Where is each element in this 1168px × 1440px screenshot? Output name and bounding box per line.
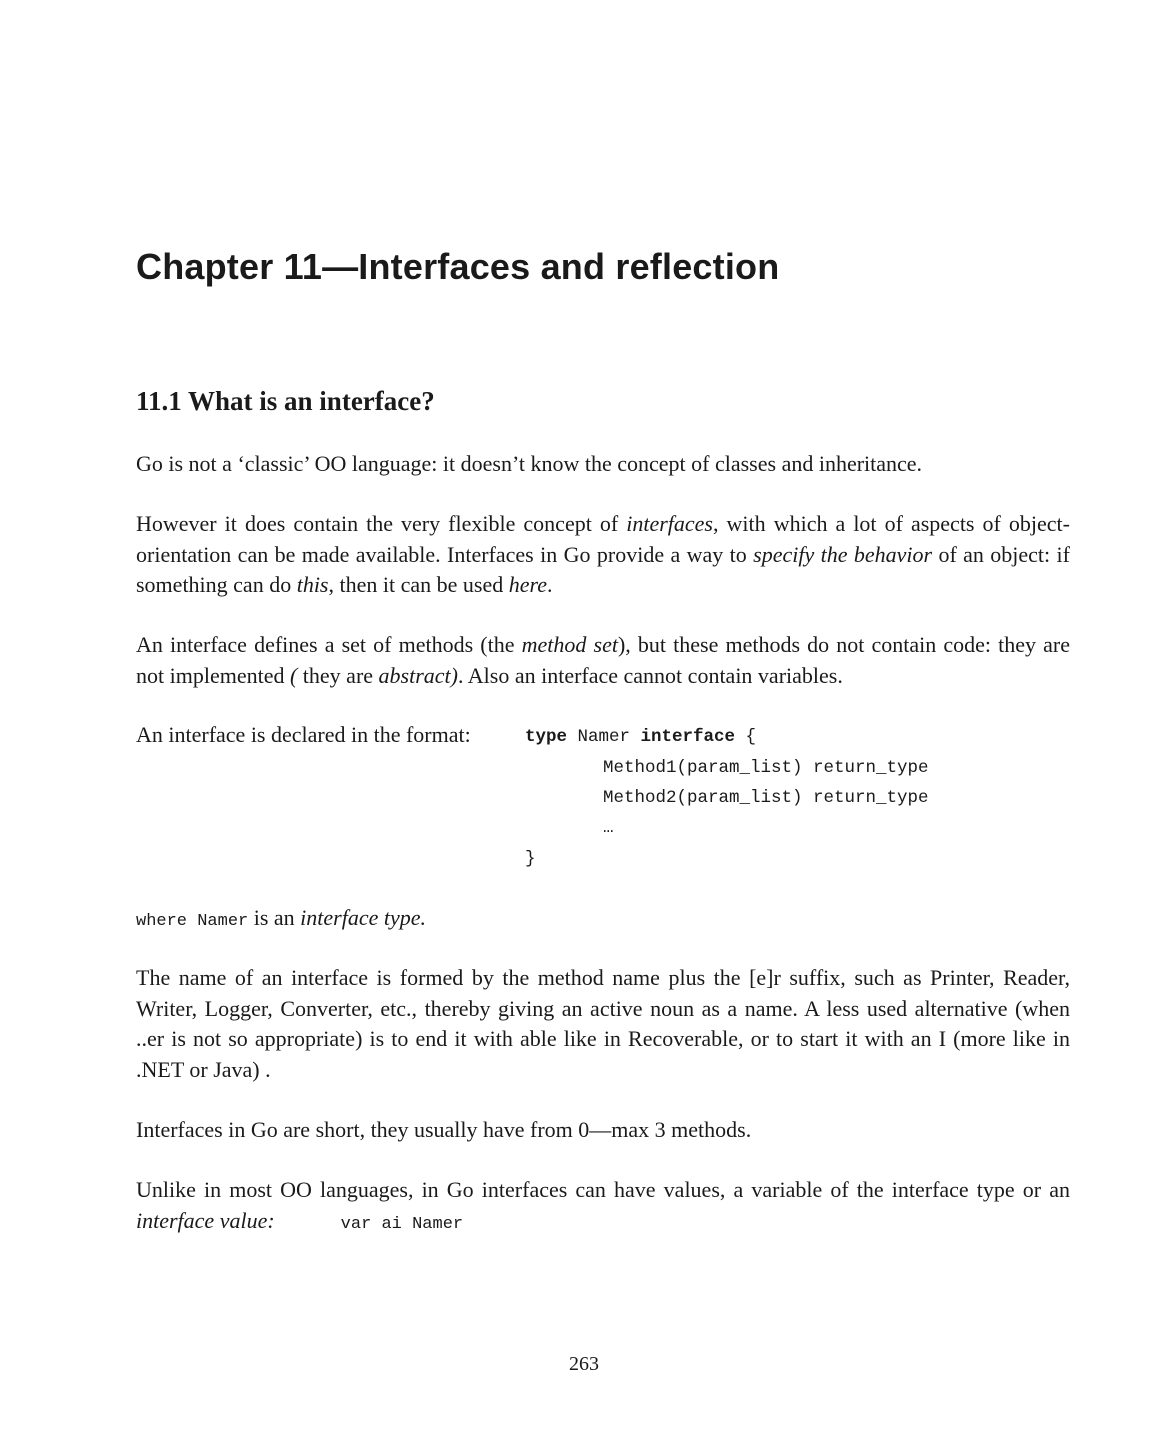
- code-line-ellipsis: …: [603, 818, 614, 838]
- emphasis-interface-value: interface value:: [136, 1207, 275, 1233]
- code-line-close: }: [525, 849, 536, 869]
- keyword-interface: interface: [640, 727, 736, 747]
- emphasis-here: here: [508, 572, 548, 597]
- keyword-type: type: [525, 727, 568, 747]
- paragraph-naming: The name of an interface is formed by the method name plus the [e]r suffix, such as Printer, Reader, Writer, Logger, Converter, etc., thereby giving an active noun as a name. A less used alternative (when ..er is not so appropriate) is to end it with able like in Recoverable, or to start it with an I (more like in .NET or Java) .: [136, 965, 1070, 1082]
- paragraph-short-interfaces: Interfaces in Go are short, they usually have from 0—max 3 methods.: [136, 1117, 752, 1142]
- text-run: is an: [248, 905, 301, 930]
- text-run: of an object: if something can do: [136, 541, 1070, 597]
- paragraph-interface-values: [136, 1175, 1070, 1240]
- code-identifier: Namer: [567, 727, 641, 747]
- code-brace-open: {: [735, 727, 757, 747]
- text-run: However it does contain the very flexible concept of: [136, 511, 627, 536]
- paragraph-classic-oo: Go is not a ‘classic’ OO language: it doesn’t know the concept of classes and inheritance.: [136, 451, 923, 476]
- emphasis-this: this: [296, 572, 329, 597]
- code-line-1: [525, 722, 756, 752]
- format-label: An interface is declared in the format:: [136, 722, 471, 747]
- emphasis-interface-type: interface type.: [300, 905, 427, 930]
- code-line-method1: Method1(param_list) return_type: [603, 758, 929, 778]
- text-run: ), but these methods do not contain code: they are not implemented: [136, 632, 1070, 688]
- text-run: . Also an interface cannot contain variables.: [457, 662, 843, 688]
- paragraph-method-set: [136, 630, 1070, 691]
- chapter-title: Chapter 11—Interfaces and reflection: [136, 246, 780, 287]
- code-line-method2: Method2(param_list) return_type: [603, 788, 929, 808]
- inline-code: where Namer: [136, 912, 249, 931]
- page-number: 263: [569, 1353, 599, 1375]
- emphasis-method-set: method set: [521, 632, 618, 657]
- emphasis-paren: (: [289, 662, 298, 688]
- text-run: , with which a lot of aspects of object-orientation can be made available. Interfaces in Go provide a way to: [136, 511, 1070, 567]
- paragraph-interfaces-concept: [136, 509, 1070, 601]
- text-run: .: [547, 572, 553, 597]
- text-run: , then it can be used: [328, 572, 509, 597]
- emphasis-interfaces: interfaces: [626, 511, 713, 536]
- text-run: An interface defines a set of methods (the: [136, 632, 522, 657]
- paragraph-interface-type: [136, 903, 1070, 938]
- section-title: 11.1 What is an interface?: [136, 386, 435, 416]
- text-run: they are: [297, 662, 379, 688]
- emphasis-abstract: abstract): [378, 662, 458, 688]
- inline-code: var ai Namer: [340, 1214, 464, 1234]
- text-run: Unlike in most OO languages, in Go interfaces can have values, a variable of the interface type or an: [136, 1177, 1070, 1202]
- emphasis-specify-behavior: specify the behavior: [753, 541, 933, 567]
